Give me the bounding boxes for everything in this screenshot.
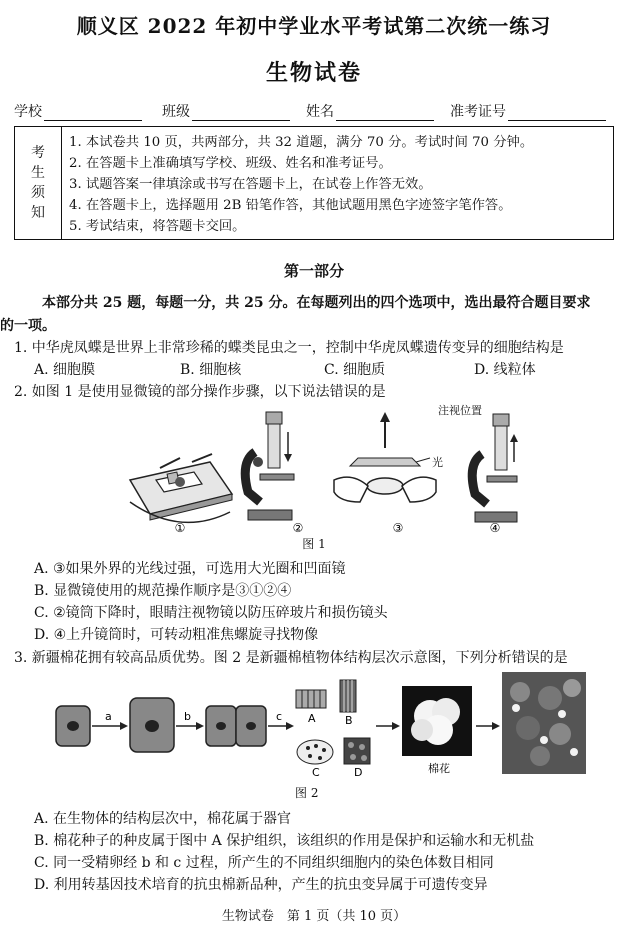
notice-heading: 考 生 须 知 [15,127,62,239]
figure-2-structure-levels [50,668,590,798]
step4-label: ④ [489,521,501,535]
question-2-stem: 2. 如图 1 是使用显微镜的部分操作步骤，以下说法错误的是 [14,384,386,400]
q1-option-d[interactable]: D. 线粒体 [474,362,536,378]
page-footer: 生物试卷 第 1 页（共 10 页） [221,909,407,924]
part1-description: 本部分共 25 题，每题一分，共 25 分。在每题列出的四个选项中，选出最符合题目要求 的一项。 [0,295,591,334]
tissue-a-label: A [308,712,316,725]
tissue-c-illustration [297,740,333,764]
q2-option-a[interactable]: A. ③如果外界的光线过强，可选用大光圈和凹面镜 [34,561,346,577]
eye-position-label: 注视位置 [438,404,482,417]
figure-2-caption: 图 2 [295,786,319,800]
step2-label: ② [292,521,304,535]
step1-stage-illustration [130,454,232,522]
class-field: 班级 [162,101,290,121]
q2-option-d[interactable]: D. ④上升镜筒时，可转动粗准焦螺旋寻找物像 [34,627,319,643]
exam-title: 顺义区 2022 年初中学业水平考试第二次统一练习 [76,14,552,38]
exam-subtitle: 生物试卷 [265,60,362,86]
figure-1-caption: 图 1 [302,537,326,551]
notice-item: 2. 在答题卡上准确填写学校、班级、姓名和准考证号。 [69,156,392,171]
notice-item: 5. 考试结束，将答题卡交回。 [69,219,246,234]
q3-option-d[interactable]: D. 利用转基因技术培育的抗虫棉新品种，产生的抗虫变异属于可遗传变异 [34,877,488,893]
q2-option-b[interactable]: B. 显微镜使用的规范操作顺序是③①②④ [34,583,292,599]
process-c-label: c [276,710,283,723]
tissue-b-label: B [345,714,353,727]
step3-mirror-adjust-illustration [334,412,443,502]
cotton-label: 棉花 [428,762,450,775]
q2-option-c[interactable]: C. ②镜筒下降时，眼睛注视物镜以防压碎玻片和损伤镜头 [34,605,388,621]
student-info-row [14,101,614,121]
step4-microscope-up-illustration [438,404,518,522]
figure-1-microscope-steps [120,402,520,550]
notice-item: 3. 试题答案一律填涂或书写在答题卡上，在试卷上作答无效。 [69,177,432,192]
step2-microscope-down-illustration [245,412,294,520]
step1-label: ① [174,521,186,535]
process-a-label: a [105,710,112,723]
exam-notice-box [14,126,614,240]
q3-option-b[interactable]: B. 棉花种子的种皮属于图中 A 保护组织，该组织的作用是保护和运输水和无机盐 [34,833,535,849]
step3-label: ③ [392,521,404,535]
name-field: 姓名 [306,101,434,121]
tissue-c-label: C [312,766,320,779]
grown-cell-illustration [130,698,174,752]
cotton-boll-illustration [402,686,472,756]
notice-item: 1. 本试卷共 10 页，共两部分，共 32 道题，满分 70 分。考试时间 70 分钟。 [69,135,534,150]
single-cell-illustration [56,706,90,746]
tissue-d-label: D [354,766,363,779]
notice-item: 4. 在答题卡上，选择题用 2B 铅笔作答，其他试题用黑色字迹签字笔作答。 [69,198,512,213]
question-3-stem: 3. 新疆棉花拥有较高品质优势。图 2 是新疆棉植物体结构层次示意图，下列分析错误的是 [14,650,568,666]
tissue-b-illustration [340,680,356,712]
school-field: 学校 [14,101,142,121]
light-label: 光 [432,456,443,469]
exam-id-field: 准考证号 [450,101,606,121]
cotton-plant-illustration [502,672,586,774]
q3-option-c[interactable]: C. 同一受精卵经 b 和 c 过程，所产生的不同组织细胞内的染色体数目相同 [34,855,494,871]
tissue-d-illustration [344,738,370,764]
process-b-label: b [184,710,191,723]
q1-option-c[interactable]: C. 细胞质 [324,362,386,378]
notice-list [69,132,533,237]
question-1-stem: 1. 中华虎凤蝶是世界上非常珍稀的蝶类昆虫之一，控制中华虎凤蝶遗传变异的细胞结构是 [14,340,564,356]
q1-option-b[interactable]: B. 细胞核 [180,362,242,378]
tissue-a-illustration [296,690,326,708]
part1-title: 第一部分 [283,262,344,280]
q1-option-a[interactable]: A. 细胞膜 [34,362,96,378]
divided-cells-illustration [206,706,266,746]
q3-option-a[interactable]: A. 在生物体的结构层次中，棉花属于器官 [34,811,292,827]
